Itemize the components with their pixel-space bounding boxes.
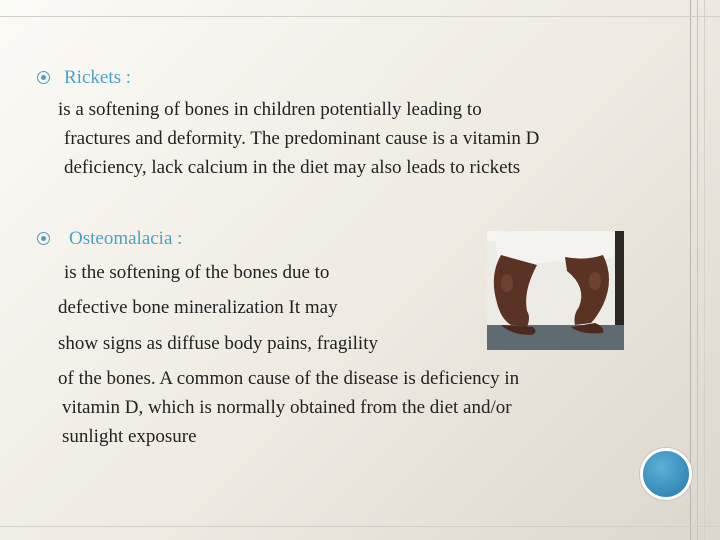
rickets-line-1: is a softening of bones in children potentially leading to [58, 99, 482, 120]
rickets-separator: : [121, 67, 132, 88]
frame-line-vertical-3 [704, 0, 705, 540]
frame-line-horizontal-bottom [0, 526, 720, 527]
osteomalacia-line-1: is the softening of the bones due to [64, 262, 330, 283]
osteomalacia-line-3: show signs as diffuse body pains, fragility [58, 333, 378, 354]
rickets-line-3: deficiency, lack calcium in the diet may also leads to rickets [64, 157, 521, 178]
bullet-icon [37, 71, 50, 84]
bowed-legs-illustration [487, 231, 624, 350]
bowed-legs-photo [487, 231, 624, 350]
frame-line-vertical-1 [690, 0, 691, 540]
osteomalacia-heading [69, 227, 182, 251]
bullet-icon [37, 232, 50, 245]
osteomalacia-line-5: vitamin D, which is normally obtained from the diet and/or [62, 397, 512, 418]
osteomalacia-title: Osteomalacia [69, 228, 173, 249]
rickets-heading [64, 66, 131, 90]
rickets-title: Rickets [64, 67, 121, 88]
osteomalacia-line-2: defective bone mineralization It may [58, 297, 338, 318]
frame-line-vertical-2 [697, 0, 698, 540]
frame-line-horizontal-top [0, 16, 720, 17]
rickets-line-2: fractures and deformity. The predominant cause is a vitamin D [64, 128, 540, 149]
circle-icon [640, 448, 692, 500]
osteomalacia-separator: : [172, 228, 183, 249]
osteomalacia-line-4: of the bones. A common cause of the disease is deficiency in [58, 368, 520, 389]
osteomalacia-line-6: sunlight exposure [62, 426, 197, 447]
